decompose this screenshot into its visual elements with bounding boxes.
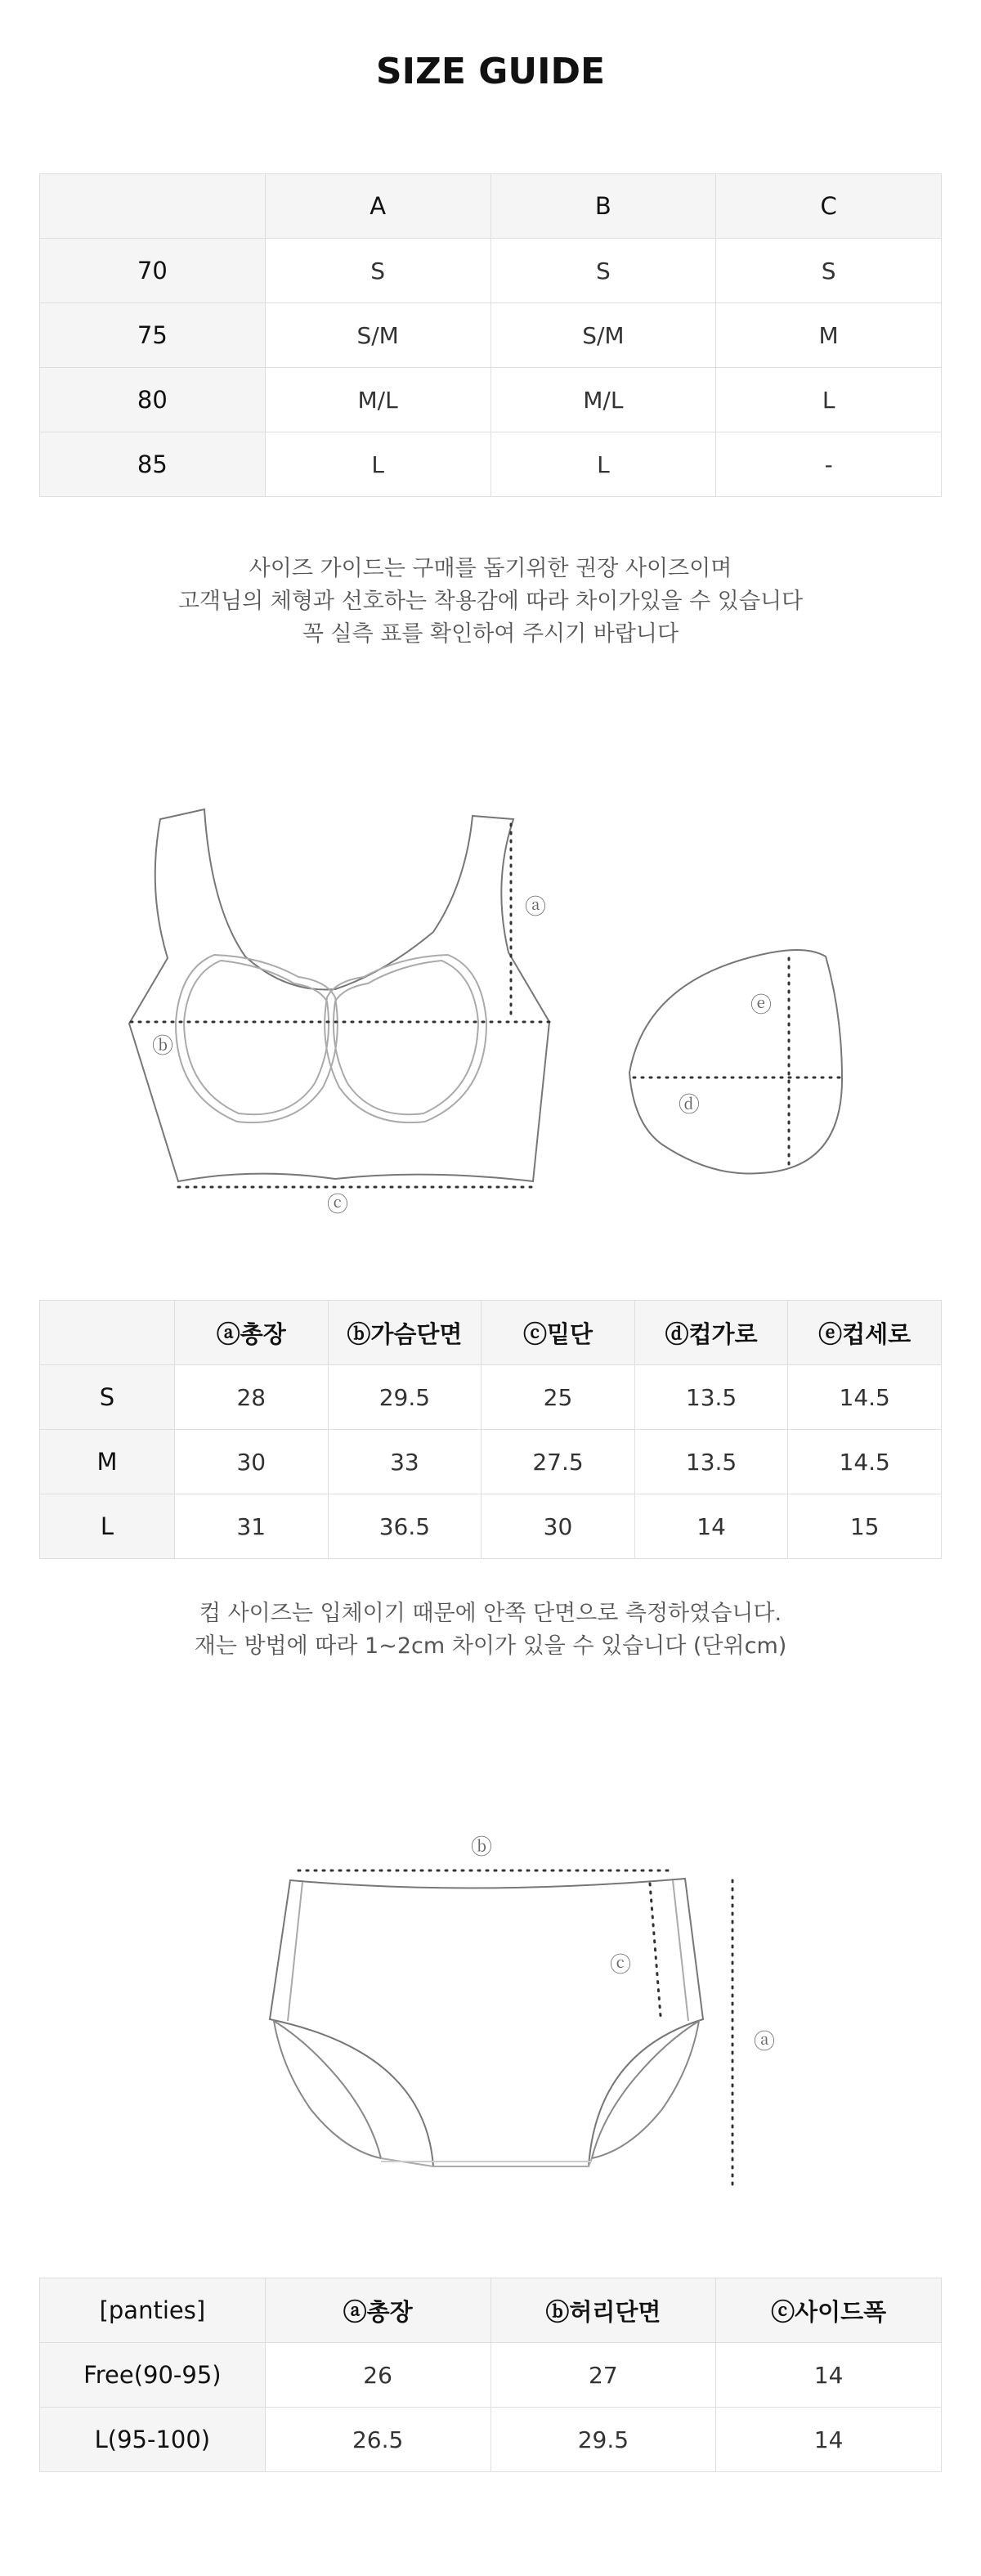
table-header-cell: ⓓ컵가로: [634, 1301, 788, 1365]
table-row: [40, 303, 942, 368]
size-table: [39, 173, 942, 497]
table-header-cell: [40, 1301, 175, 1365]
bra-measure-lines: [131, 824, 549, 1187]
label-a: ⓐ: [525, 895, 547, 920]
cup-measure-lines: [634, 958, 840, 1169]
panty-outline: [270, 1879, 703, 2166]
table-cell: 33: [328, 1430, 482, 1494]
table-cell: 14: [634, 1494, 788, 1559]
row-header: L: [40, 1494, 175, 1559]
table-header-cell: ⓔ컵세로: [788, 1301, 942, 1365]
table-row: [40, 2343, 942, 2408]
bra-diagram: [0, 785, 981, 1243]
table-cell: -: [716, 432, 942, 497]
bra-cups: [176, 955, 486, 1122]
table-header-cell: ⓒ밑단: [482, 1301, 635, 1365]
table-cell: 14.5: [788, 1365, 942, 1430]
table-header-cell: ⓐ총장: [265, 2278, 490, 2343]
note-line: 고객님의 체형과 선호하는 착용감에 따라 차이가있을 수 있습니다: [177, 589, 804, 614]
bra-measure-note: [0, 1597, 981, 1663]
table-cell: 29.5: [328, 1365, 482, 1430]
label-c: ⓒ: [327, 1193, 349, 1217]
table-row: [40, 1494, 942, 1559]
table-cell: M/L: [490, 368, 716, 432]
page-title: SIZE GUIDE: [375, 51, 606, 92]
table-cell: 14: [716, 2343, 942, 2408]
table-header-row: [40, 174, 942, 239]
panty-size-table: [39, 2278, 942, 2472]
table-cell: S: [265, 239, 490, 303]
table-cell: 14.5: [788, 1430, 942, 1494]
note-line: 컵 사이즈는 입체이기 때문에 안쪽 단면으로 측정하였습니다.: [199, 1601, 782, 1626]
table-cell: S/M: [490, 303, 716, 368]
row-header: 85: [40, 432, 266, 497]
table-header-cell: B: [490, 174, 716, 239]
table-cell: 28: [175, 1365, 329, 1430]
table-header-cell: C: [716, 174, 942, 239]
table-cell: M: [716, 303, 942, 368]
table-cell: 14: [716, 2408, 942, 2472]
label-d: ⓓ: [679, 1093, 701, 1118]
table-cell: 31: [175, 1494, 329, 1559]
table-cell: 25: [482, 1365, 635, 1430]
table-row: [40, 239, 942, 303]
row-header: 80: [40, 368, 266, 432]
label-c: ⓒ: [610, 1953, 632, 1978]
row-header: S: [40, 1365, 175, 1430]
table-header-row: [40, 2278, 942, 2343]
panty-diagram: [0, 1815, 981, 2224]
table-row: [40, 432, 942, 497]
table-header-cell: ⓑ허리단면: [490, 2278, 716, 2343]
size-guide-note: [0, 553, 981, 651]
row-header: 75: [40, 303, 266, 368]
cup-outline: [629, 950, 842, 1174]
table-cell: 30: [175, 1430, 329, 1494]
bra-size-table: [39, 1300, 942, 1559]
table-cell: L: [490, 432, 716, 497]
row-header: L(95-100): [40, 2408, 266, 2472]
table-cell: S: [716, 239, 942, 303]
table-header-cell: [40, 174, 266, 239]
table-cell: S: [490, 239, 716, 303]
table-row: [40, 368, 942, 432]
row-header: M: [40, 1430, 175, 1494]
table-header-cell: ⓐ총장: [175, 1301, 329, 1365]
table-cell: 26: [265, 2343, 490, 2408]
table-cell: 29.5: [490, 2408, 716, 2472]
note-line: 꼭 실측 표를 확인하여 주시기 바랍니다: [302, 621, 679, 647]
table-cell: S/M: [265, 303, 490, 368]
table-cell: 26.5: [265, 2408, 490, 2472]
label-b: ⓑ: [471, 1835, 493, 1860]
table-cell: M/L: [265, 368, 490, 432]
table-cell: L: [265, 432, 490, 497]
table-cell: 15: [788, 1494, 942, 1559]
label-b: ⓑ: [152, 1034, 174, 1059]
table-cell: 13.5: [634, 1365, 788, 1430]
table-cell: 36.5: [328, 1494, 482, 1559]
table-header-cell: [panties]: [40, 2278, 266, 2343]
table-header-cell: ⓑ가슴단면: [328, 1301, 482, 1365]
measure-line-c: [650, 1884, 661, 2016]
table-header-cell: A: [265, 174, 490, 239]
table-cell: 27: [490, 2343, 716, 2408]
table-header-row: [40, 1301, 942, 1365]
row-header: Free(90-95): [40, 2343, 266, 2408]
label-e: ⓔ: [750, 993, 773, 1018]
table-cell: 13.5: [634, 1430, 788, 1494]
table-header-cell: ⓒ사이드폭: [716, 2278, 942, 2343]
note-line: 사이즈 가이드는 구매를 돕기위한 권장 사이즈이며: [249, 556, 732, 581]
table-cell: 30: [482, 1494, 635, 1559]
note-line: 재는 방법에 따라 1~2cm 차이가 있을 수 있습니다 (단위cm): [194, 1633, 787, 1659]
table-row: [40, 1365, 942, 1430]
label-a: ⓐ: [754, 2030, 776, 2054]
row-header: 70: [40, 239, 266, 303]
table-row: [40, 2408, 942, 2472]
table-cell: L: [716, 368, 942, 432]
panty-measure-lines: [298, 1870, 732, 2184]
table-cell: 27.5: [482, 1430, 635, 1494]
table-row: [40, 1430, 942, 1494]
